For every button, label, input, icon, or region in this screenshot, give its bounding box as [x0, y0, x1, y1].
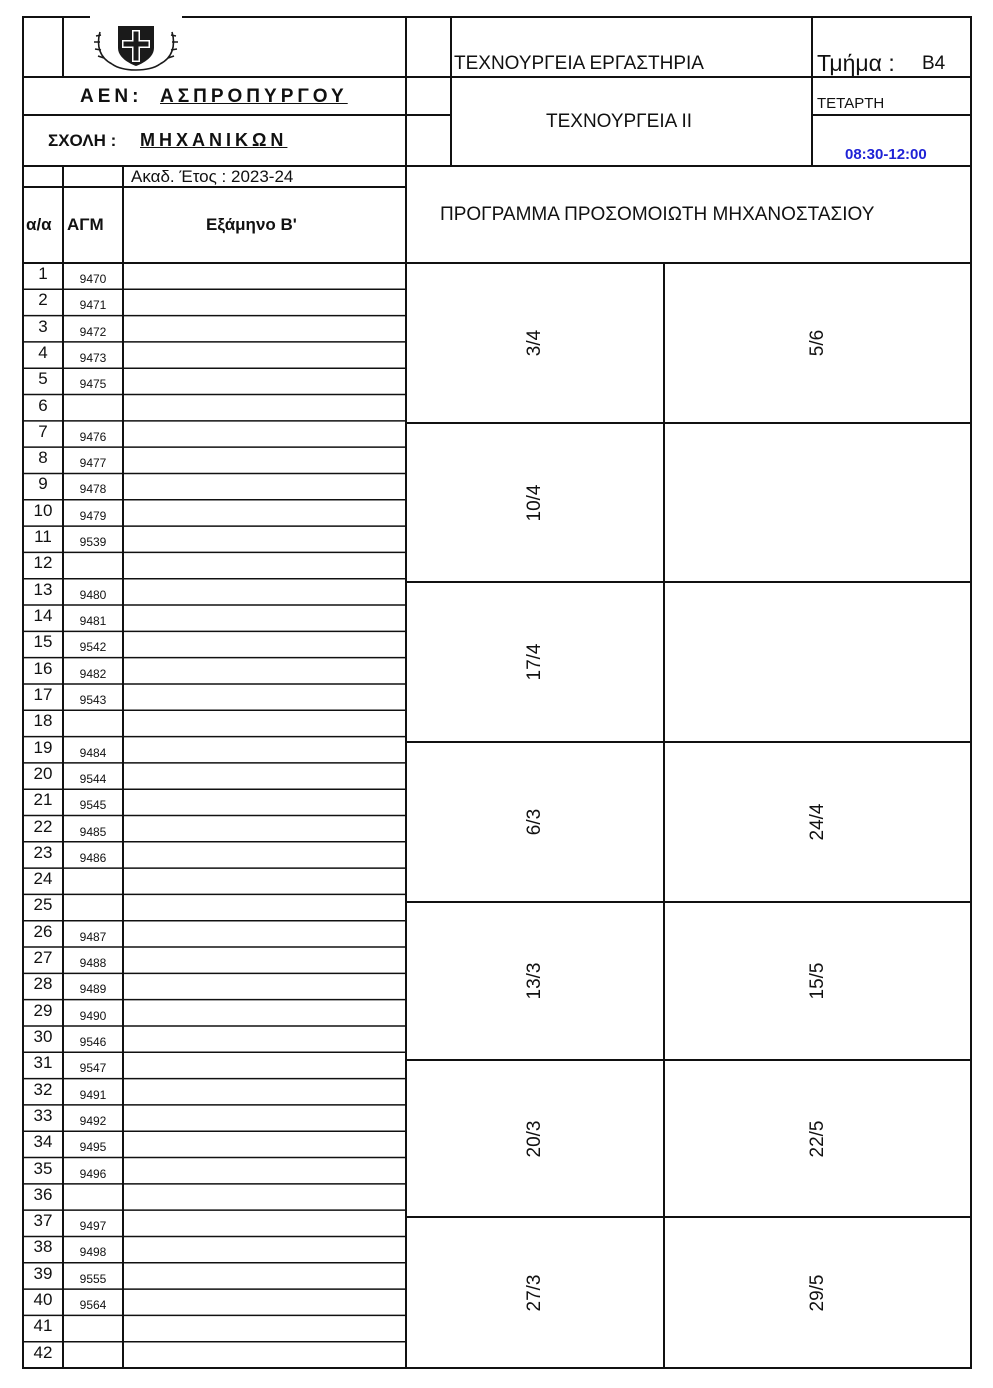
row-agm: 9492	[79, 1113, 107, 1128]
row-agm: 9542	[79, 640, 107, 655]
index-column-header: α/α	[26, 215, 52, 234]
row-index: 29	[33, 1000, 53, 1020]
program-title: ΠΡΟΓΡΑΜΜΑ ΠΡΟΣΟΜΟΙΩΤΗ ΜΗΧΑΝΟΣΤΑΣΙΟΥ	[440, 204, 875, 225]
row-agm: 9489	[79, 982, 107, 997]
department-label: Τμήμα :	[817, 50, 895, 76]
row-index: 26	[33, 921, 53, 941]
row-index: 40	[33, 1290, 53, 1310]
row-index: 42	[33, 1342, 53, 1362]
row-agm: 9544	[79, 771, 107, 786]
school-name: ΑΣΠΡΟΠΥΡΓΟΥ	[160, 86, 348, 107]
row-index: 15	[33, 632, 53, 652]
department-value: Β4	[922, 53, 946, 74]
workshop-title: ΤΕΧΝΟΥΡΓΕΙΑ ΕΡΓΑΣΤΗΡΙΑ	[454, 53, 704, 74]
row-agm: 9491	[79, 1087, 107, 1102]
row-index: 23	[33, 842, 53, 862]
row-agm: 9475	[79, 377, 107, 392]
row-agm: 9481	[79, 614, 107, 629]
row-index: 8	[38, 448, 48, 468]
row-agm: 9473	[79, 350, 107, 365]
row-index: 21	[33, 790, 53, 810]
row-agm: 9496	[79, 1166, 107, 1181]
row-index: 12	[33, 553, 53, 573]
row-index: 20	[33, 763, 53, 783]
row-index: 18	[33, 711, 53, 731]
row-index: 3	[38, 316, 48, 336]
agm-column-header: ΑΓΜ	[67, 215, 104, 234]
row-index: 25	[33, 895, 53, 915]
row-agm: 9479	[79, 508, 107, 523]
row-index: 10	[33, 500, 53, 520]
row-index: 27	[33, 948, 53, 968]
row-index: 11	[34, 527, 52, 547]
row-index: 31	[33, 1053, 53, 1073]
schedule-date-first: 27/3	[524, 1274, 545, 1311]
row-index: 2	[38, 290, 48, 310]
faculty-name: ΜΗΧΑΝΙΚΩΝ	[140, 130, 288, 150]
row-index: 30	[33, 1026, 53, 1046]
row-index: 39	[33, 1263, 53, 1283]
row-index: 6	[38, 395, 48, 415]
schedule-date-second: 5/6	[807, 329, 828, 357]
schedule-date-second: 29/5	[807, 1274, 828, 1311]
greek-coat-of-arms-icon	[90, 18, 182, 74]
row-index: 7	[38, 421, 48, 441]
schedule-date-first: 10/4	[524, 484, 545, 521]
row-index: 22	[33, 816, 53, 836]
row-index: 16	[33, 658, 53, 678]
row-agm: 9470	[79, 272, 107, 286]
row-index: 28	[33, 974, 53, 994]
row-agm: 9471	[79, 298, 107, 313]
row-index: 4	[38, 342, 48, 362]
schedule-date-second: 24/4	[807, 803, 828, 841]
row-index: 17	[33, 684, 53, 704]
row-index: 32	[33, 1079, 53, 1099]
day-label: ΤΕΤΑΡΤΗ	[817, 95, 885, 112]
row-index: 35	[33, 1158, 53, 1178]
faculty-label: ΣΧΟΛΗ :	[48, 131, 117, 150]
row-index: 1	[38, 264, 48, 283]
row-index: 5	[38, 369, 48, 389]
row-index: 24	[33, 869, 53, 889]
row-agm: 9543	[79, 692, 107, 707]
row-index: 9	[38, 474, 48, 494]
row-agm: 9495	[79, 1140, 107, 1155]
schedule-date-first: 20/3	[524, 1120, 545, 1157]
row-index: 13	[33, 579, 53, 599]
row-agm: 9490	[79, 1008, 107, 1023]
time-slot: 08:30-12:00	[845, 146, 927, 163]
row-agm: 9476	[79, 429, 107, 444]
row-agm: 9547	[79, 1061, 107, 1076]
row-index: 38	[33, 1237, 53, 1257]
row-agm: 9546	[79, 1034, 107, 1049]
row-agm: 9486	[79, 850, 107, 865]
row-agm: 9497	[79, 1219, 107, 1234]
row-index: 19	[33, 737, 53, 757]
row-agm: 9477	[79, 456, 107, 471]
semester-column-header: Εξάμηνο Β'	[206, 215, 297, 234]
schedule-date-first: 3/4	[524, 329, 545, 357]
row-agm: 9555	[79, 1271, 107, 1286]
row-agm: 9482	[79, 666, 107, 681]
row-agm: 9545	[79, 798, 107, 813]
row-agm: 9484	[79, 745, 107, 760]
row-index: 33	[33, 1105, 53, 1125]
schedule-date-second: 22/5	[807, 1120, 828, 1157]
row-agm: 9485	[79, 824, 107, 839]
course-name: ΤΕΧΝΟΥΡΓΕΙΑ ΙΙ	[546, 111, 693, 132]
row-agm: 9539	[79, 535, 107, 550]
schedule-date-first: 6/3	[524, 808, 545, 836]
school-label: ΑΕΝ:	[80, 86, 143, 107]
row-agm: 9472	[79, 324, 107, 339]
row-index: 34	[33, 1132, 53, 1152]
row-agm: 9488	[79, 956, 107, 971]
row-index: 36	[33, 1184, 53, 1204]
academic-year: Ακαδ. Έτος : 2023-24	[131, 167, 294, 186]
row-agm: 9564	[79, 1298, 107, 1313]
row-agm: 9480	[79, 587, 107, 602]
row-agm: 9478	[79, 482, 107, 497]
schedule-date-first: 17/4	[524, 643, 545, 681]
row-agm: 9487	[79, 929, 107, 944]
row-agm: 9498	[79, 1245, 107, 1260]
row-index: 14	[33, 606, 53, 626]
schedule-date-second: 15/5	[807, 962, 828, 1000]
row-index: 41	[33, 1316, 53, 1336]
row-index: 37	[33, 1211, 53, 1231]
schedule-date-first: 13/3	[524, 962, 545, 1000]
